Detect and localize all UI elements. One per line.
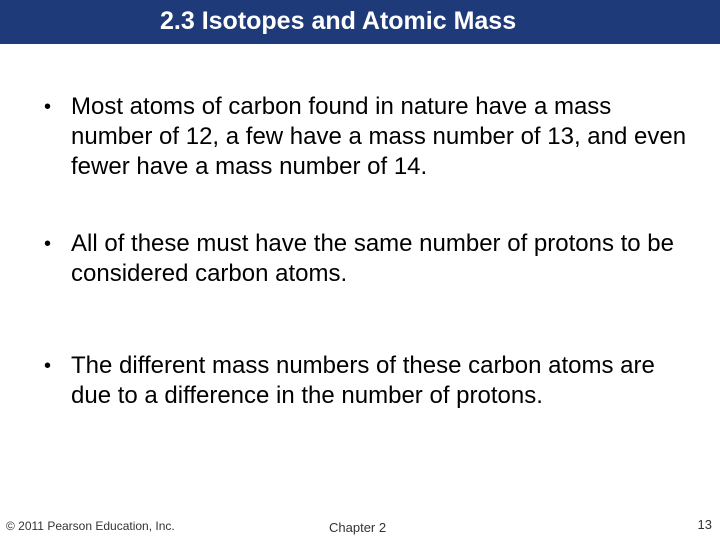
bullet-icon: •	[44, 355, 52, 377]
bullet-list	[44, 92, 694, 411]
bullet-item-2	[44, 229, 694, 289]
footer-chapter: Chapter 2	[329, 520, 387, 535]
bullet-item-1	[44, 92, 694, 182]
footer-copyright: © 2011 Pearson Education, Inc.	[6, 519, 175, 533]
footer-page-number: 13	[697, 517, 712, 532]
bullet-icon: •	[44, 233, 52, 255]
bullet-item-3	[44, 351, 694, 411]
bullet-icon: •	[44, 96, 52, 118]
bullet-text-2: All of these must have the same number of protons to be considered carbon atoms.	[71, 230, 674, 287]
slide-title: 2.3 Isotopes and Atomic Mass	[160, 7, 517, 35]
bullet-text-1: Most atoms of carbon found in nature have a mass number of 12, a few have a mass number of 13, and even fewer have a mass number of 14.	[71, 93, 687, 180]
title-bar	[0, 0, 720, 44]
bullet-text-3: The different mass numbers of these carbon atoms are due to a difference in the number of protons.	[71, 352, 655, 409]
